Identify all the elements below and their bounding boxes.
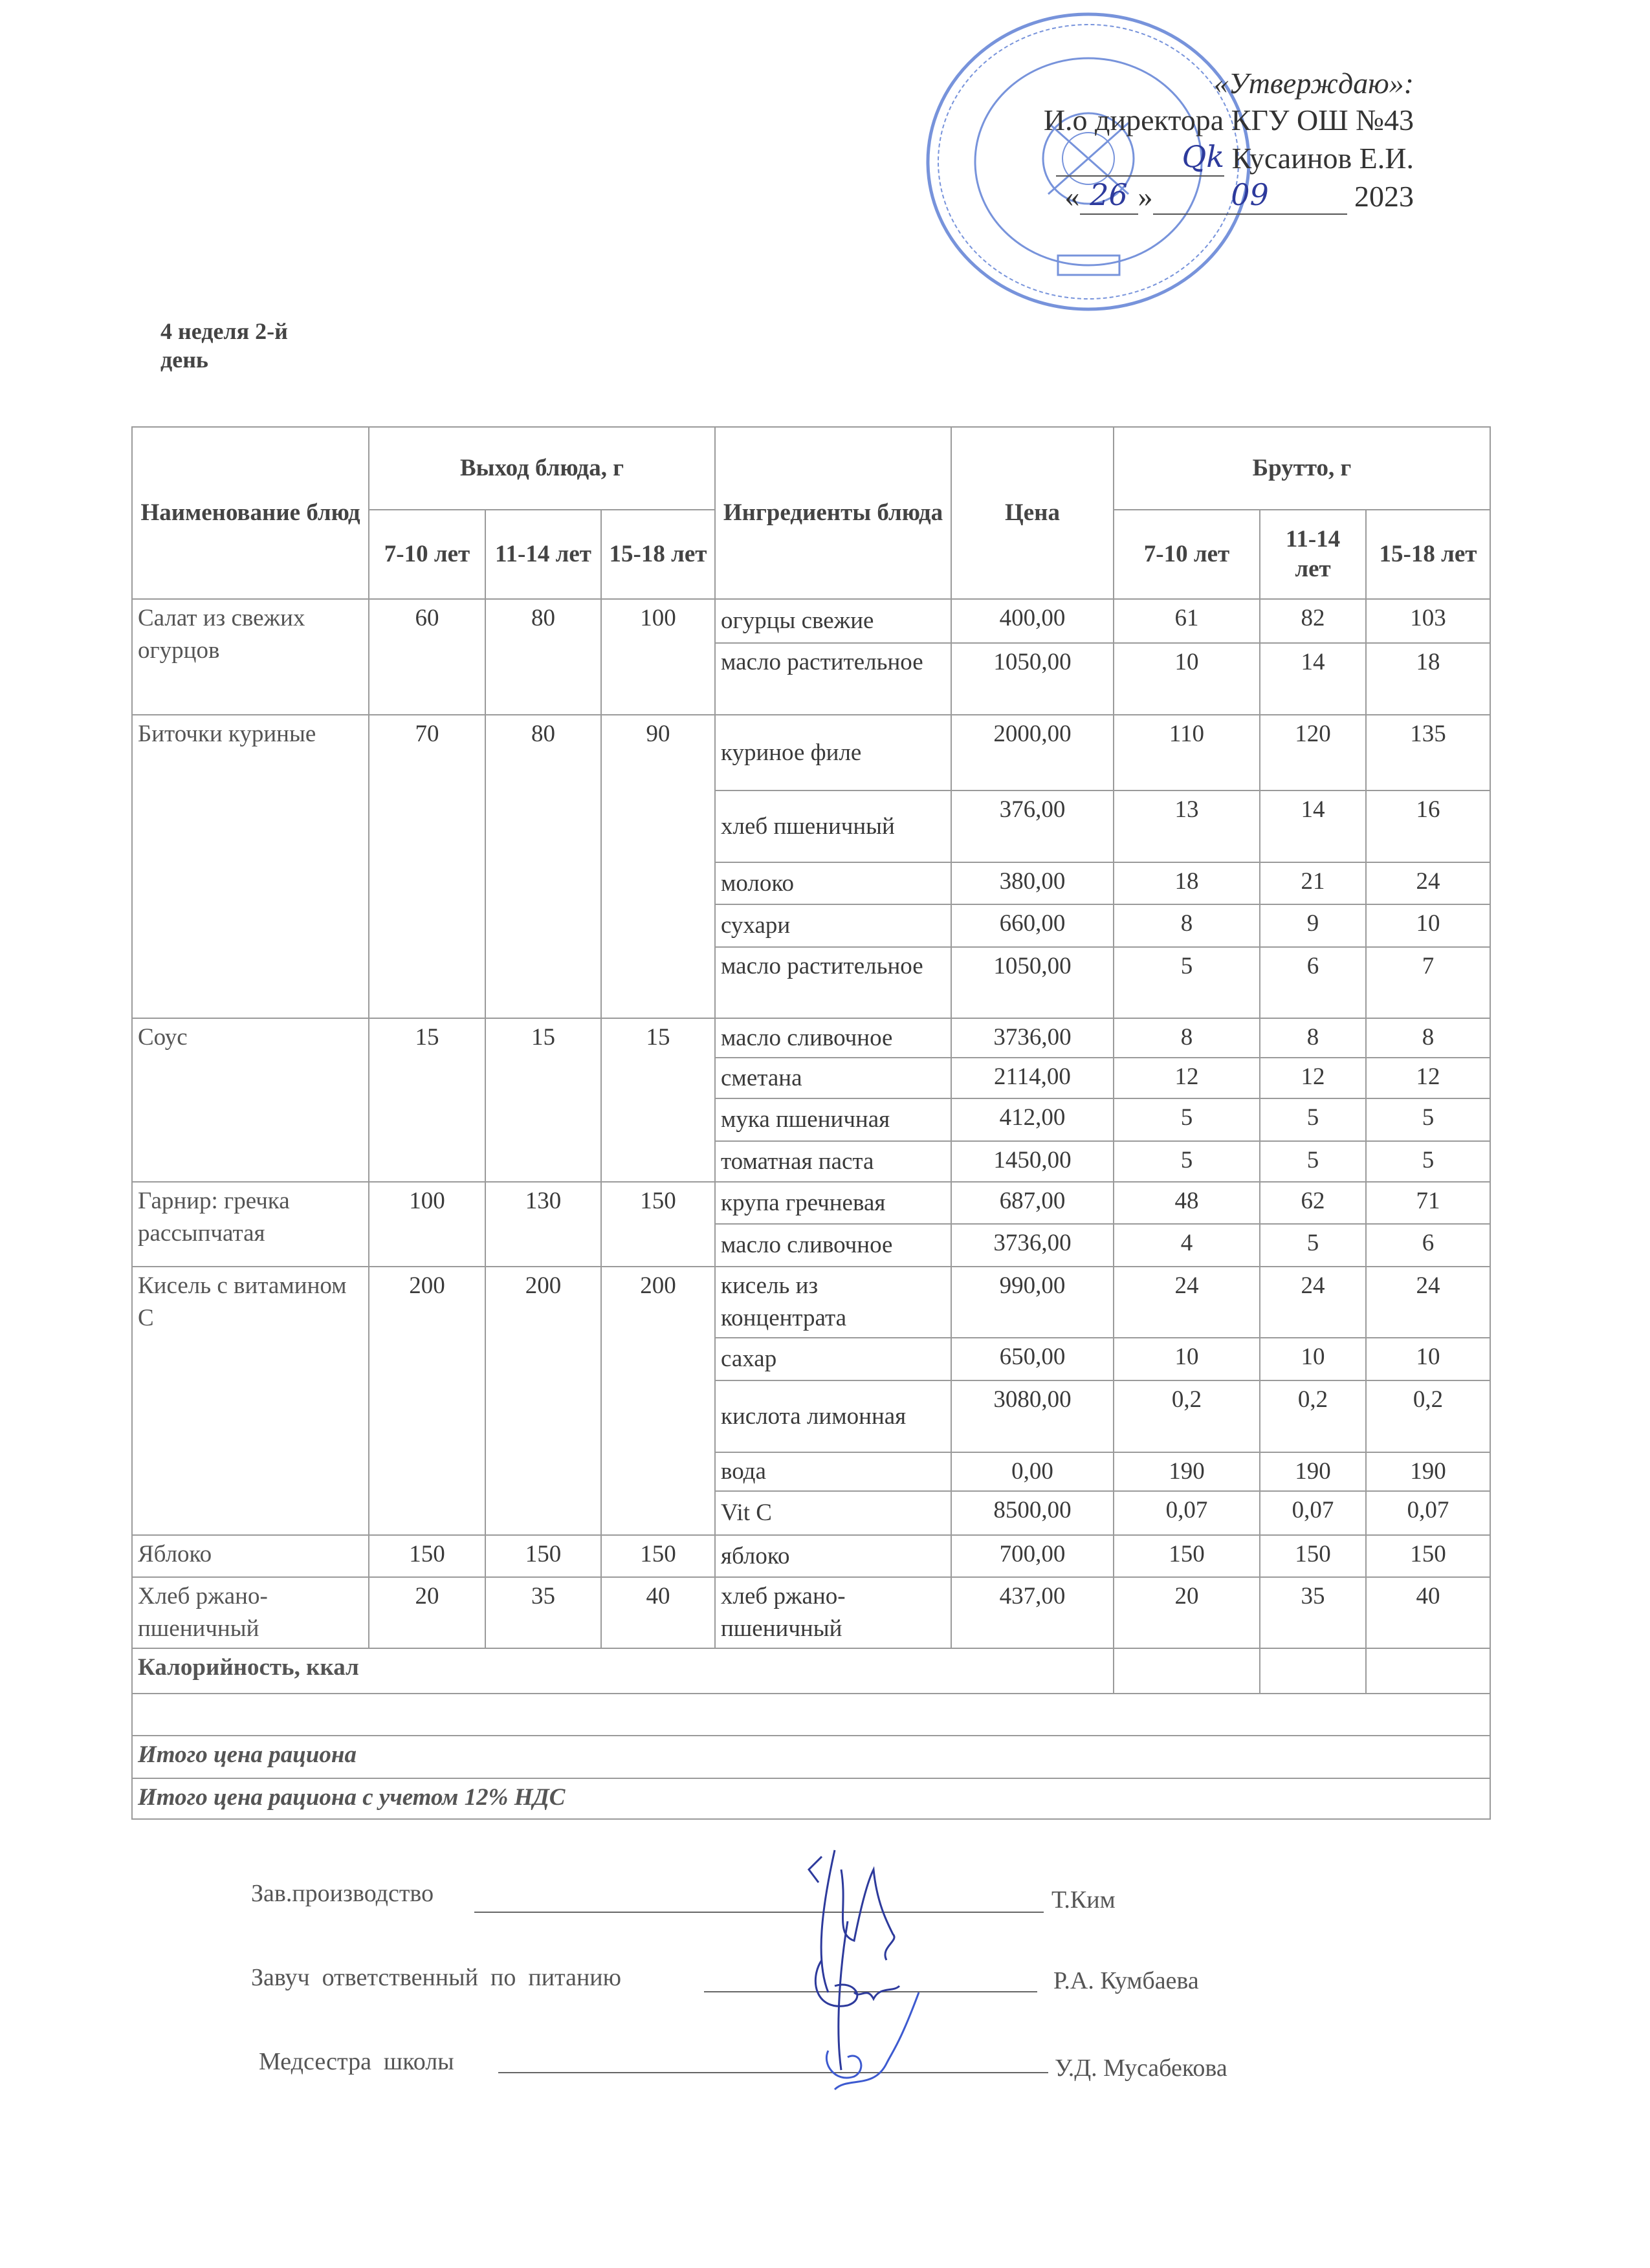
ingredient-price: 437,00 — [951, 1577, 1114, 1648]
ingredient-name: куриное филе — [715, 715, 951, 791]
header-price: Цена — [951, 427, 1114, 599]
approval-block — [1044, 65, 1414, 215]
signature-role: Завуч ответственный по питанию — [251, 1964, 622, 1991]
header-yield-age: 15-18 лет — [601, 510, 715, 599]
approval-name: Кусаинов Е.И. — [1231, 142, 1414, 175]
ingredient-brutto: 6 — [1366, 1224, 1490, 1267]
ingredient-brutto: 62 — [1260, 1182, 1366, 1224]
ingredient-brutto: 13 — [1114, 791, 1260, 862]
ingredient-brutto: 120 — [1260, 715, 1366, 791]
ingredient-brutto: 8 — [1114, 904, 1260, 947]
ingredient-brutto: 12 — [1366, 1058, 1490, 1098]
ingredient-brutto: 5 — [1260, 1098, 1366, 1141]
ingredient-price: 400,00 — [951, 599, 1114, 643]
handwritten-signatures — [796, 1831, 964, 2109]
ingredient-brutto: 8 — [1260, 1018, 1366, 1058]
dish-yield: 20 — [369, 1577, 485, 1648]
table-row — [132, 1577, 1490, 1648]
ingredient-brutto: 150 — [1114, 1535, 1260, 1577]
signature-line — [498, 2072, 1048, 2073]
signature-name: Т.Ким — [1051, 1886, 1116, 1914]
ingredient-brutto: 0,2 — [1114, 1380, 1260, 1452]
total-price-vat-label: Итого цена рациона с учетом 12% НДС — [132, 1778, 1490, 1819]
header-brutto-age: 15-18 лет — [1366, 510, 1490, 599]
dish-yield: 15 — [601, 1018, 715, 1182]
ingredient-brutto: 12 — [1114, 1058, 1260, 1098]
date-day: 26 — [1080, 177, 1138, 215]
ingredient-price: 650,00 — [951, 1338, 1114, 1380]
table-row — [132, 1182, 1490, 1224]
calories-label: Калорийность, ккал — [132, 1648, 1114, 1694]
ingredient-name: томатная паста — [715, 1141, 951, 1182]
ingredient-brutto: 5 — [1260, 1141, 1366, 1182]
ingredient-price: 660,00 — [951, 904, 1114, 947]
calories-cell — [1366, 1648, 1490, 1694]
ingredient-price: 3736,00 — [951, 1018, 1114, 1058]
ingredient-brutto: 190 — [1366, 1452, 1490, 1491]
ingredient-brutto: 0,2 — [1366, 1380, 1490, 1452]
ingredient-name: яблоко — [715, 1535, 951, 1577]
ingredient-price: 1450,00 — [951, 1141, 1114, 1182]
ingredient-name: масло растительное — [715, 947, 951, 1018]
ingredient-price: 0,00 — [951, 1452, 1114, 1491]
director-signature-line — [1056, 138, 1224, 177]
ingredient-name: кислота лимонная — [715, 1380, 951, 1452]
ingredient-name: молоко — [715, 862, 951, 904]
ingredient-name: хлеб ржано-пшеничный — [715, 1577, 951, 1648]
ingredient-brutto: 10 — [1260, 1338, 1366, 1380]
blank-row — [132, 1694, 1490, 1736]
dish-yield: 100 — [601, 599, 715, 715]
ingredient-name: масло сливочное — [715, 1224, 951, 1267]
ingredient-brutto: 7 — [1366, 947, 1490, 1018]
ingredient-brutto: 5 — [1114, 947, 1260, 1018]
signature-role: Зав.производство — [251, 1880, 434, 1907]
ingredient-price: 687,00 — [951, 1182, 1114, 1224]
date-quote-close: » — [1138, 180, 1153, 213]
ingredient-brutto: 5 — [1260, 1224, 1366, 1267]
ingredient-brutto: 190 — [1114, 1452, 1260, 1491]
ingredient-brutto: 8 — [1366, 1018, 1490, 1058]
ingredient-brutto: 14 — [1260, 791, 1366, 862]
dish-yield: 35 — [485, 1577, 601, 1648]
header-brutto: Брутто, г — [1114, 427, 1490, 510]
ingredient-price: 376,00 — [951, 791, 1114, 862]
dish-yield: 150 — [601, 1535, 715, 1577]
ingredient-price: 990,00 — [951, 1267, 1114, 1338]
dish-yield: 200 — [369, 1267, 485, 1535]
ingredient-brutto: 10 — [1366, 1338, 1490, 1380]
ingredient-brutto: 21 — [1260, 862, 1366, 904]
dish-name: Кисель с витамином С — [132, 1267, 369, 1535]
ingredient-brutto: 18 — [1114, 862, 1260, 904]
ingredient-brutto: 35 — [1260, 1577, 1366, 1648]
table-row — [132, 715, 1490, 791]
ingredient-brutto: 71 — [1366, 1182, 1490, 1224]
dish-yield: 80 — [485, 715, 601, 1018]
week-label: 4 неделя 2-й — [160, 318, 288, 344]
date-quote-open: « — [1064, 180, 1080, 213]
ingredient-brutto: 103 — [1366, 599, 1490, 643]
ingredient-brutto: 0,07 — [1114, 1491, 1260, 1535]
menu-day-heading — [160, 317, 288, 374]
table-row — [132, 1267, 1490, 1338]
dish-yield: 70 — [369, 715, 485, 1018]
ingredient-brutto: 48 — [1114, 1182, 1260, 1224]
dish-yield: 80 — [485, 599, 601, 715]
approval-title: «Утверждаю»: — [1213, 67, 1414, 100]
day-label: день — [160, 347, 208, 373]
ingredient-name: масло сливочное — [715, 1018, 951, 1058]
dish-yield: 150 — [601, 1182, 715, 1267]
header-dish-name: Наименование блюд — [132, 427, 369, 599]
ingredient-brutto: 9 — [1260, 904, 1366, 947]
ingredient-brutto: 24 — [1260, 1267, 1366, 1338]
ingredient-price: 3736,00 — [951, 1224, 1114, 1267]
ingredient-brutto: 40 — [1366, 1577, 1490, 1648]
ingredient-brutto: 5 — [1366, 1141, 1490, 1182]
ingredient-brutto: 82 — [1260, 599, 1366, 643]
ingredient-name: крупа гречневая — [715, 1182, 951, 1224]
ingredient-brutto: 0,2 — [1260, 1380, 1366, 1452]
ingredient-brutto: 150 — [1260, 1535, 1366, 1577]
date-year: 2023 — [1354, 180, 1414, 213]
date-month: 09 — [1153, 177, 1347, 215]
signature-name: У.Д. Мусабекова — [1055, 2055, 1227, 2082]
ingredient-name: сметана — [715, 1058, 951, 1098]
header-yield: Выход блюда, г — [369, 427, 715, 510]
dish-yield: 15 — [369, 1018, 485, 1182]
ingredient-brutto: 6 — [1260, 947, 1366, 1018]
ingredient-name: Vit C — [715, 1491, 951, 1535]
ingredient-brutto: 4 — [1114, 1224, 1260, 1267]
ingredient-brutto: 5 — [1366, 1098, 1490, 1141]
dish-yield: 130 — [485, 1182, 601, 1267]
table-row — [132, 599, 1490, 643]
ingredient-name: хлеб пшеничный — [715, 791, 951, 862]
dish-yield: 100 — [369, 1182, 485, 1267]
dish-name: Биточки куриные — [132, 715, 369, 1018]
ingredient-brutto: 5 — [1114, 1098, 1260, 1141]
total-price-label: Итого цена рациона — [132, 1736, 1490, 1778]
dish-name: Салат из свежих огурцов — [132, 599, 369, 715]
ingredient-price: 700,00 — [951, 1535, 1114, 1577]
dish-yield: 200 — [485, 1267, 601, 1535]
ingredient-price: 2114,00 — [951, 1058, 1114, 1098]
ingredient-brutto: 10 — [1114, 643, 1260, 715]
dish-yield: 150 — [485, 1535, 601, 1577]
ingredient-brutto: 135 — [1366, 715, 1490, 791]
ingredient-price: 380,00 — [951, 862, 1114, 904]
ingredient-name: масло растительное — [715, 643, 951, 715]
ingredient-brutto: 18 — [1366, 643, 1490, 715]
dish-name: Гарнир: гречка рассыпчатая — [132, 1182, 369, 1267]
dish-yield: 150 — [369, 1535, 485, 1577]
ingredient-price: 1050,00 — [951, 947, 1114, 1018]
dish-yield: 200 — [601, 1267, 715, 1535]
signature-role: Медсестра школы — [259, 2048, 454, 2075]
signature-name: Р.А. Кумбаева — [1053, 1967, 1199, 1994]
director-signature-mark: Qk — [1182, 139, 1225, 174]
approval-position: И.о директора КГУ ОШ №43 — [1043, 104, 1414, 136]
ingredient-price: 8500,00 — [951, 1491, 1114, 1535]
ingredient-name: вода — [715, 1452, 951, 1491]
ingredient-price: 412,00 — [951, 1098, 1114, 1141]
ingredient-brutto: 24 — [1366, 1267, 1490, 1338]
ingredient-brutto: 0,07 — [1366, 1491, 1490, 1535]
dish-yield: 15 — [485, 1018, 601, 1182]
ingredient-brutto: 24 — [1114, 1267, 1260, 1338]
ingredient-brutto: 12 — [1260, 1058, 1366, 1098]
ingredient-brutto: 61 — [1114, 599, 1260, 643]
ingredient-name: сахар — [715, 1338, 951, 1380]
ingredient-brutto: 0,07 — [1260, 1491, 1366, 1535]
table-row — [132, 1018, 1490, 1058]
ingredient-brutto: 190 — [1260, 1452, 1366, 1491]
ingredient-brutto: 8 — [1114, 1018, 1260, 1058]
dish-name: Хлеб ржано-пшеничный — [132, 1577, 369, 1648]
dish-yield: 90 — [601, 715, 715, 1018]
ingredient-name: кисель из концентрата — [715, 1267, 951, 1338]
header-yield-age: 11-14 лет — [485, 510, 601, 599]
ingredient-price: 3080,00 — [951, 1380, 1114, 1452]
ingredient-brutto: 16 — [1366, 791, 1490, 862]
dish-name: Соус — [132, 1018, 369, 1182]
calories-cell — [1260, 1648, 1366, 1694]
ingredient-price: 1050,00 — [951, 643, 1114, 715]
ingredient-brutto: 5 — [1114, 1141, 1260, 1182]
ingredient-brutto: 150 — [1366, 1535, 1490, 1577]
ingredient-brutto: 10 — [1114, 1338, 1260, 1380]
header-brutto-age: 7-10 лет — [1114, 510, 1260, 599]
ingredient-brutto: 24 — [1366, 862, 1490, 904]
ingredient-brutto: 110 — [1114, 715, 1260, 791]
ingredient-price: 2000,00 — [951, 715, 1114, 791]
dish-yield: 40 — [601, 1577, 715, 1648]
menu-table — [131, 426, 1491, 1820]
header-yield-age: 7-10 лет — [369, 510, 485, 599]
calories-cell — [1114, 1648, 1260, 1694]
header-brutto-age: 11-14 лет — [1260, 510, 1366, 599]
ingredient-name: сухари — [715, 904, 951, 947]
table-row — [132, 1535, 1490, 1577]
dish-yield: 60 — [369, 599, 485, 715]
ingredient-brutto: 14 — [1260, 643, 1366, 715]
ingredient-brutto: 10 — [1366, 904, 1490, 947]
ingredient-brutto: 20 — [1114, 1577, 1260, 1648]
ingredient-name: мука пшеничная — [715, 1098, 951, 1141]
ingredient-name: огурцы свежие — [715, 599, 951, 643]
dish-name: Яблоко — [132, 1535, 369, 1577]
header-ingredients: Ингредиенты блюда — [715, 427, 951, 599]
